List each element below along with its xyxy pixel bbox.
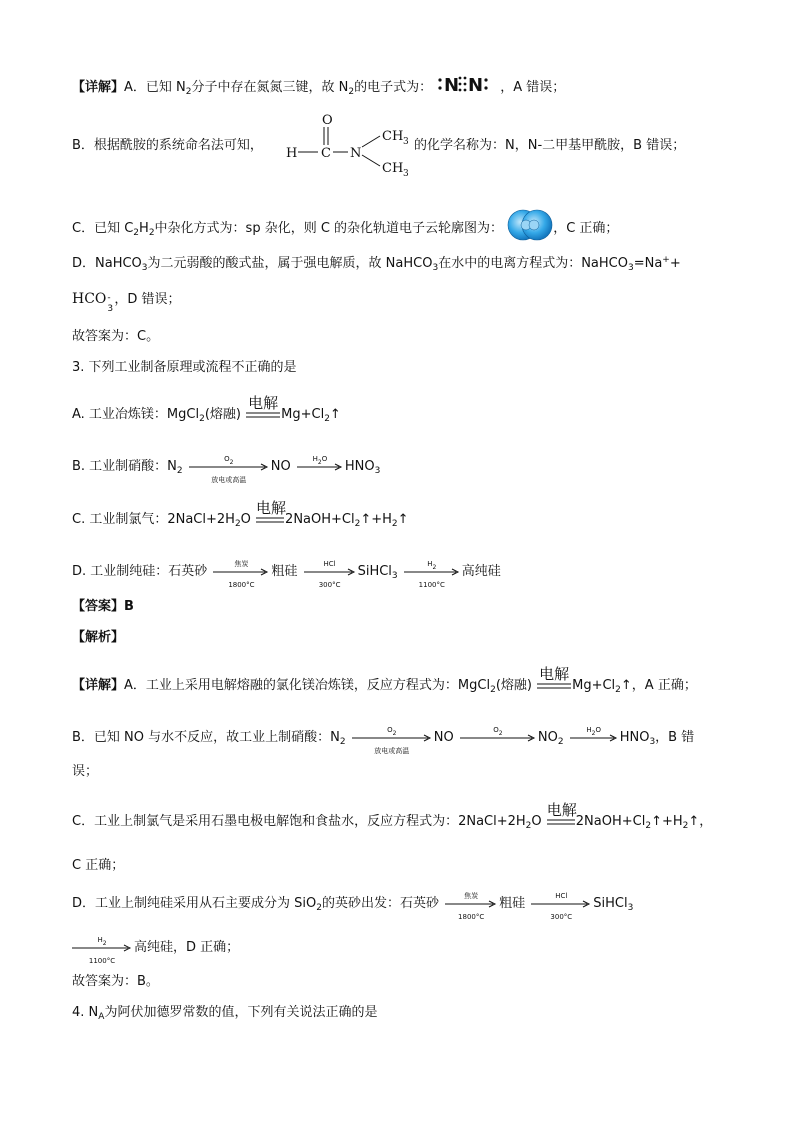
question-4: 4. $N_A$为阿伏加德罗常数的值，下列有关说法正确的是	[72, 1005, 378, 1022]
explain-line-b-end: 的化学名称为：N，N-二甲基甲酰胺，B 错误；	[414, 138, 686, 153]
answer-line-prev: 故答案为：C。	[72, 329, 160, 344]
option-a: A. 工业冶炼镁：MgCl$_2$(熔融) 电解 $Mg+Cl_2↑$	[72, 393, 341, 424]
svg-text:3: 3	[403, 137, 409, 147]
answer-label: 【答案】B	[72, 599, 134, 614]
explain-line-d: D．NaHCO$_3$为二元弱酸的酸式盐，属于强电解质，故 NaHCO$_3$在水中的电离方程式为：NaHCO$_3$=Na++	[72, 255, 681, 273]
svg-text:N: N	[468, 75, 484, 95]
n2-electron-formula	[436, 73, 500, 102]
explain-line-c: C．已知 $C_2H_2$中杂化方式为：sp 杂化，则 C 的杂化轨道电子云轮廓图为： ，C 正确；	[72, 207, 618, 250]
explain-line-d2: HCO - 3 ，D 错误；	[72, 291, 181, 314]
reaction-arrow: $H_2$ 1100°C	[404, 566, 460, 578]
detail-c: C．工业上制氯气是采用石墨电极电解饱和食盐水，反应方程式为：$2NaCl+2H_2O$ 电解 $2NaOH+Cl_2↑+H_2↑$，	[72, 800, 713, 831]
svg-text:3: 3	[403, 169, 409, 176]
svg-text:C: C	[321, 146, 331, 161]
electrolysis-sign: 电解	[256, 498, 287, 517]
electrolysis-sign: 电解	[546, 800, 577, 819]
reaction-arrow: $H_2$ 1100°C	[72, 942, 132, 954]
reaction-arrow: $H_2O$	[297, 461, 343, 473]
reaction-arrow: HCl 300°C	[531, 898, 591, 910]
option-d: D. 工业制纯硅：石英砂 焦炭 1800°C 粗硅 HCl 300°C SiHCl$_3$ $H_2$ 1100°C 高纯硅	[72, 559, 501, 589]
explain-line-a: 【详解】A．已知 $N_2$分子中存在氮氮三键，故 $N_2$的电子式为： N N ，A 错误；	[72, 73, 565, 102]
detail-a: 【详解】A．工业上采用电解熔融的氯化镁冶炼镁，反应方程式为：MgCl$_2$(熔融) 电解 $Mg+Cl_2↑$，A 正确；	[72, 664, 697, 695]
reaction-arrow: 焦炭 1800°C	[213, 566, 269, 578]
answer-line: 故答案为：B。	[72, 974, 159, 989]
svg-text:CH: CH	[382, 129, 404, 144]
detail-c-cont: C 正确；	[72, 858, 125, 873]
explain-line-b: B．根据酰胺的系统命名法可知，	[72, 138, 263, 153]
svg-text:CH: CH	[382, 161, 404, 176]
svg-text:H: H	[286, 146, 298, 161]
electrolysis-sign: 电解	[248, 393, 279, 412]
detail-b: B．已知 NO 与水不反应，故工业上制硝酸：$N_2$ $O_2$ 放电或高温 NO $O_2$ $NO_2$ $H_2O$ $HNO_3$，B 错	[72, 725, 695, 755]
svg-text:N: N	[444, 75, 460, 95]
detail-b-cont: 误；	[72, 764, 99, 779]
detail-tag: 【详解】	[72, 80, 125, 95]
reaction-arrow: HCl 300°C	[304, 566, 356, 578]
svg-text:O: O	[322, 113, 333, 128]
electrolysis-sign: 电解	[539, 664, 570, 683]
option-b: B. 工业制硝酸：$N_2$ $O_2$ 放电或高温 NO $H_2O$ $HNO_3$	[72, 454, 381, 484]
dmf-structure	[284, 112, 416, 180]
option-c: C. 工业制氯气：$2NaCl+2H_2O$ 电解 $2NaOH+Cl_2↑+H_2↑$	[72, 498, 409, 529]
reaction-arrow: $H_2O$	[570, 732, 618, 744]
reaction-arrow: $O_2$ 放电或高温	[352, 732, 432, 744]
detail-d-cont: $H_2$ 1100°C 高纯硅，D 正确；	[72, 938, 239, 958]
reaction-arrow: $O_2$	[460, 732, 536, 744]
reaction-arrow: $O_2$ 放电或高温	[189, 461, 269, 473]
question-3: 3. 下列工业制备原理或流程不正确的是	[72, 360, 297, 375]
analysis-label: 【解析】	[72, 630, 125, 645]
sp-orbital-image	[507, 207, 553, 250]
svg-text:N: N	[350, 146, 362, 161]
reaction-arrow: 焦炭 1800°C	[445, 898, 497, 910]
detail-d: D．工业上制纯硅采用从石主要成分为 SiO$_2$的英砂出发：石英砂 焦炭 1800°C 粗硅 HCl 300°C SiHCl$_3$	[72, 891, 634, 921]
